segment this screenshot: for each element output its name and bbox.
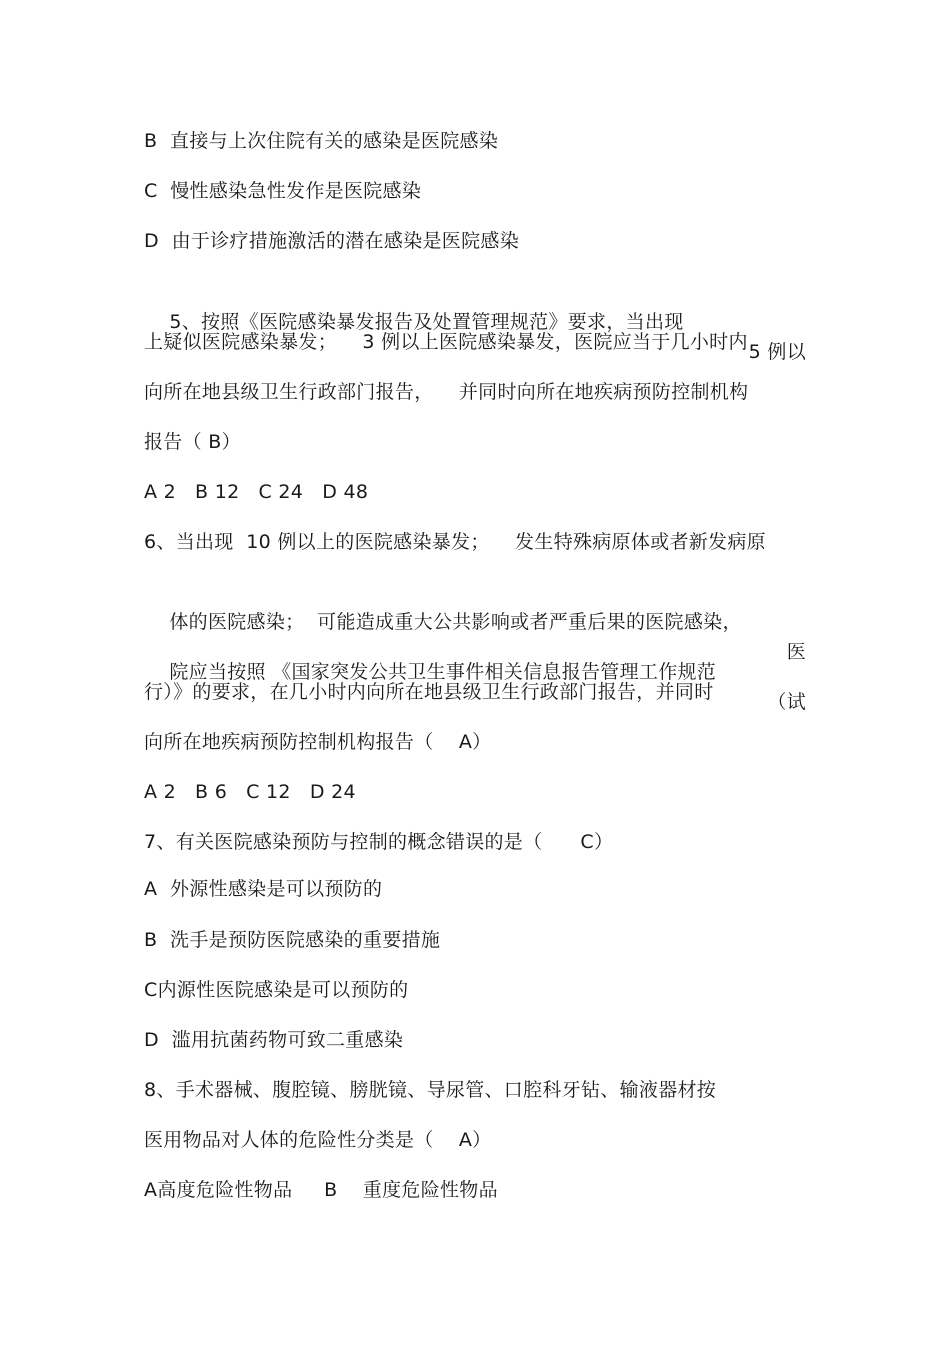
option-b-line: B 直接与上次住院有关的感染是医院感染 xyxy=(144,130,499,152)
question-5-line-2: 上疑似医院感染暴发； 3 例以上医院感染暴发，医院应当于几小时内 xyxy=(144,331,748,353)
question-6-line-3-left: 院应当按照 《国家突发公共卫生事件相关信息报告管理工作规范 xyxy=(169,661,717,683)
question-5-options: A 2 B 12 C 24 D 48 xyxy=(144,481,369,503)
question-7-line: 7、有关医院感染预防与控制的概念错误的是（ C） xyxy=(144,831,614,853)
question-6-line-5: 向所在地疾病预防控制机构报告（ A） xyxy=(144,731,492,753)
question-6-line-4: 行）》的要求，在几小时内向所在地县级卫生行政部门报告，并同时 xyxy=(144,681,714,703)
question-7-option-d: D 滥用抗菌药物可致二重感染 xyxy=(144,1029,404,1051)
question-5-text-left: 5、按照《医院感染暴发报告及处置管理规范》要求，当出现 xyxy=(169,311,684,333)
question-7-option-c: C内源性医院感染是可以预防的 xyxy=(144,979,409,1001)
question-8-line-1: 8、手术器械、腹腔镜、膀胱镜、导尿管、口腔科牙钻、输液器材按 xyxy=(144,1079,717,1101)
question-6-line-2-right: 医 xyxy=(786,641,806,663)
option-d-line: D 由于诊疗措施激活的潜在感染是医院感染 xyxy=(144,230,520,252)
option-c-line: C 慢性感染急性发作是医院感染 xyxy=(144,180,422,202)
question-6-line-1: 6、当出现 10 例以上的医院感染暴发； 发生特殊病原体或者新发病原 xyxy=(144,531,766,553)
question-8-line-2: 医用物品对人体的危险性分类是（ A） xyxy=(144,1129,492,1151)
question-5-text-right: 5 例以 xyxy=(748,341,806,363)
question-6-options: A 2 B 6 C 12 D 24 xyxy=(144,781,356,803)
question-5-line-3: 向所在地县级卫生行政部门报告， 并同时向所在地疾病预防控制机构 xyxy=(144,381,749,403)
question-8-options: A高度危险性物品 B 重度危险性物品 xyxy=(144,1179,498,1201)
question-6-line-2 xyxy=(144,577,806,663)
question-7-option-a: A 外源性感染是可以预防的 xyxy=(144,878,383,900)
question-6-line-2-left: 体的医院感染； 可能造成重大公共影响或者严重后果的医院感染， xyxy=(169,611,742,633)
question-5-line-4: 报告（ B） xyxy=(144,431,241,453)
question-7-option-b: B 洗手是预防医院感染的重要措施 xyxy=(144,929,441,951)
question-6-line-3-right: （试 xyxy=(767,691,806,713)
